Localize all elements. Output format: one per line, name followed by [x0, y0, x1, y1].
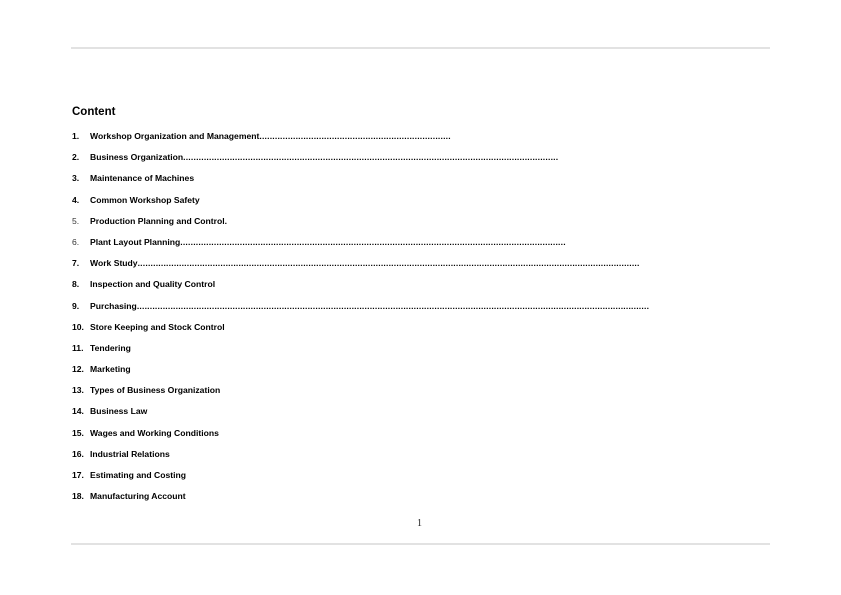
toc-entry-number: 18. [72, 491, 84, 502]
toc-entry[interactable] [72, 236, 649, 257]
toc-entry-label: Estimating and Costing [90, 470, 186, 480]
toc-entry-number: 6. [72, 236, 80, 247]
toc-entry[interactable] [72, 363, 649, 384]
toc-entry[interactable] [72, 490, 649, 511]
toc-entry-label: Industrial Relations [90, 448, 170, 459]
page-title: Content [72, 106, 116, 118]
toc-entry[interactable] [72, 384, 649, 405]
toc-entry-label: Types of Business Organization [90, 385, 221, 396]
page-number: 1 [417, 518, 422, 529]
toc-leader-dots: .................................................................................................................................................................................................. [137, 258, 640, 269]
toc-entry-number: 9. [72, 300, 80, 311]
toc-entry[interactable] [72, 215, 649, 236]
table-of-contents [72, 130, 649, 511]
toc-entry[interactable] [72, 405, 649, 426]
toc-leader-dots: .......................................................................... [259, 131, 451, 141]
toc-leader-dots: ................................................................................................................................................. [183, 152, 559, 163]
toc-entry-label: Wages and Working Conditions [90, 427, 219, 438]
toc-entry[interactable] [72, 300, 649, 321]
toc-entry-number: 15. [72, 427, 84, 438]
toc-entry[interactable] [72, 151, 649, 172]
toc-entry[interactable] [72, 130, 649, 151]
toc-entry-label: Business Law [90, 406, 148, 417]
toc-leader-dots: ...................................................................................................................................................................................................... [136, 300, 650, 311]
toc-entry[interactable] [72, 321, 649, 342]
footer-rule [71, 543, 770, 545]
toc-entry-label: Store Keeping and Stock Control [90, 321, 225, 332]
toc-entry-label: Common Workshop Safety [90, 194, 200, 205]
toc-entry-label: Plant Layout Planning [90, 236, 181, 247]
toc-entry-number: 2. [72, 152, 80, 163]
toc-entry-number: 14. [72, 406, 84, 417]
toc-entry-number: 1. [72, 131, 80, 141]
toc-entry-number: 16. [72, 448, 84, 459]
toc-entry-label: Business Organization [90, 152, 184, 163]
toc-entry-number: 3. [72, 173, 80, 184]
toc-entry[interactable] [72, 194, 649, 215]
toc-entry-label: Production Planning and Control. [90, 215, 228, 226]
toc-entry-number: 17. [72, 470, 84, 480]
toc-entry-label: Purchasing [90, 300, 137, 311]
toc-entry[interactable] [72, 469, 649, 490]
toc-entry-number: 5. [72, 215, 80, 226]
toc-leader-dots: ..................................................................................................................................................... [180, 236, 566, 247]
toc-entry-label: Work Study [90, 258, 138, 269]
toc-entry-label: Workshop Organization and Management [90, 131, 260, 141]
toc-entry-label: Marketing [90, 364, 131, 375]
toc-entry[interactable] [72, 427, 649, 448]
toc-entry-number: 7. [72, 258, 80, 269]
toc-entry[interactable] [72, 172, 649, 193]
toc-entry[interactable] [72, 448, 649, 469]
toc-entry-number: 11. [72, 342, 84, 353]
toc-entry-label: Inspection and Quality Control [90, 279, 216, 290]
toc-entry-number: 13. [72, 385, 84, 396]
header-rule [71, 47, 770, 49]
toc-entry[interactable] [72, 342, 649, 363]
toc-entry-number: 8. [72, 279, 80, 290]
toc-entry[interactable] [72, 257, 649, 278]
toc-entry-number: 10. [72, 321, 84, 332]
toc-entry-label: Maintenance of Machines [90, 173, 195, 184]
toc-entry[interactable] [72, 278, 649, 299]
toc-entry-label: Tendering [90, 342, 131, 353]
toc-entry-label: Manufacturing Account [90, 491, 186, 502]
toc-entry-number: 12. [72, 364, 84, 375]
toc-entry-number: 4. [72, 194, 80, 205]
